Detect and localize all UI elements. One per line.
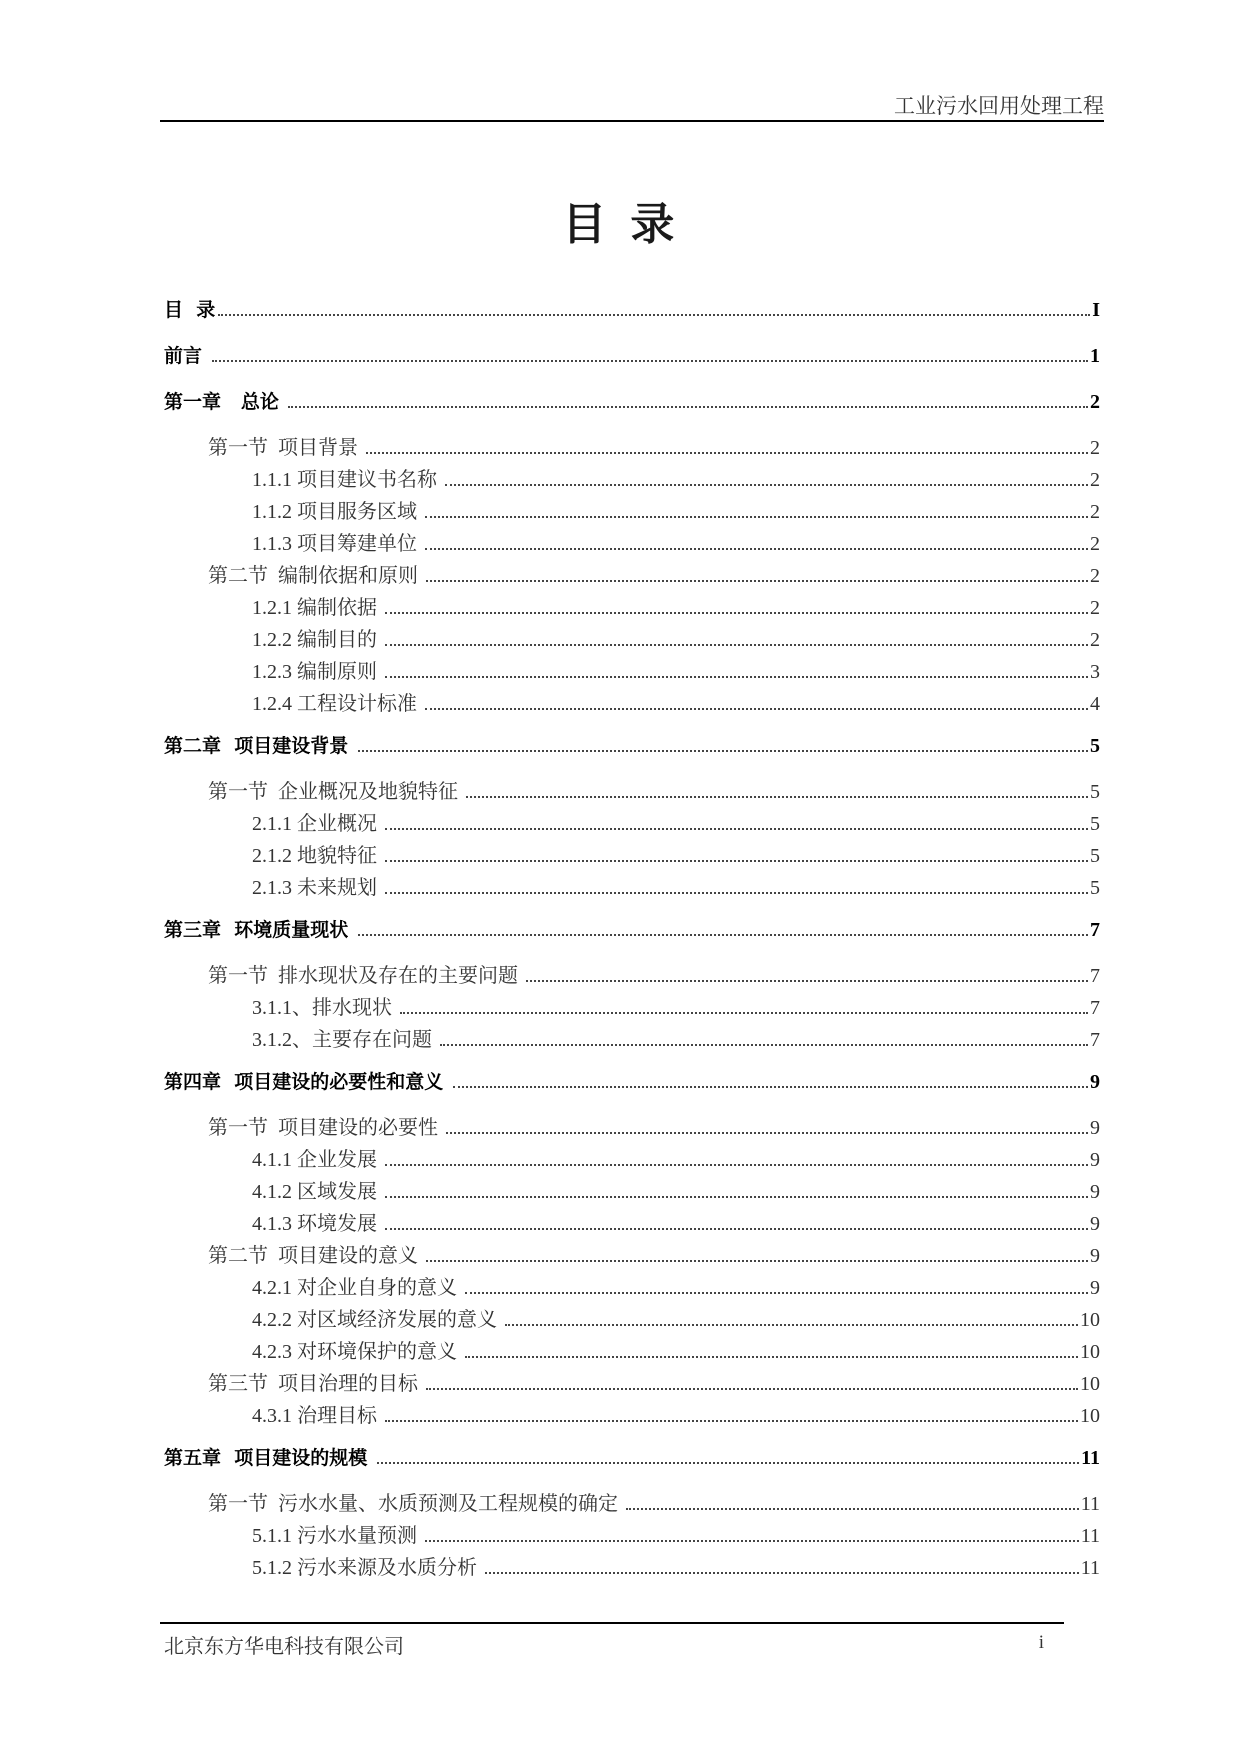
toc-entry-page: I [1092, 299, 1100, 321]
toc-entry-label: 第二章 项目建设背景 [164, 735, 355, 757]
toc-entry-page: 11 [1080, 1525, 1100, 1547]
toc-dot-leader [385, 643, 1088, 646]
toc-dot-leader [425, 1539, 1079, 1542]
toc-entry[interactable] [164, 1240, 1100, 1272]
page-footer [160, 1622, 1064, 1664]
toc-dot-leader [385, 1163, 1088, 1166]
toc-entry-page: 2 [1090, 469, 1100, 491]
toc-entry[interactable] [164, 560, 1100, 592]
page-header [160, 84, 1104, 122]
toc-entry-label: 4.2.2 对区域经济发展的意义 [252, 1309, 502, 1331]
toc-entry-page: 7 [1090, 965, 1100, 987]
toc-entry[interactable] [164, 528, 1100, 560]
toc-entry[interactable] [164, 776, 1100, 808]
toc-dot-leader [385, 1419, 1078, 1422]
toc-entry[interactable] [164, 656, 1100, 688]
toc-entry-label: 第二节 项目建设的意义 [208, 1245, 423, 1267]
toc-entry-label: 2.1.3 未来规划 [252, 877, 382, 899]
toc-entry-label: 3.1.2、主要存在问题 [252, 1029, 437, 1051]
toc-entry-page: 10 [1080, 1341, 1100, 1363]
toc-entry-page: 2 [1090, 565, 1100, 587]
toc-entry-label: 1.1.2 项目服务区域 [252, 501, 422, 523]
toc-entry-page: 5 [1090, 813, 1100, 835]
toc-entry-label: 第四章 项目建设的必要性和意义 [164, 1071, 450, 1093]
toc-entry-label: 1.2.4 工程设计标准 [252, 693, 422, 715]
toc-entry[interactable] [164, 1304, 1100, 1336]
toc-entry-label: 3.1.1、排水现状 [252, 997, 397, 1019]
table-of-contents [164, 294, 1100, 1584]
toc-dot-leader [218, 313, 1090, 316]
toc-dot-leader [505, 1323, 1078, 1326]
toc-entry[interactable] [164, 1208, 1100, 1240]
toc-entry-page: 2 [1090, 391, 1100, 413]
toc-dot-leader [526, 979, 1088, 982]
toc-entry-label: 5.1.1 污水水量预测 [252, 1525, 422, 1547]
toc-dot-leader [465, 1291, 1088, 1294]
toc-entry-label: 第一节 项目建设的必要性 [208, 1117, 443, 1139]
toc-dot-leader [385, 1195, 1088, 1198]
toc-dot-leader [400, 1011, 1088, 1014]
toc-entry[interactable] [164, 624, 1100, 656]
toc-entry[interactable] [164, 294, 1100, 340]
toc-entry[interactable] [164, 1144, 1100, 1176]
toc-entry-page: 5 [1090, 845, 1100, 867]
toc-entry-page: 2 [1090, 597, 1100, 619]
toc-dot-leader [385, 611, 1088, 614]
toc-dot-leader [425, 515, 1088, 518]
toc-entry-page: 9 [1090, 1277, 1100, 1299]
toc-dot-leader [385, 827, 1088, 830]
toc-entry[interactable] [164, 464, 1100, 496]
toc-entry-label: 1.1.3 项目筹建单位 [252, 533, 422, 555]
toc-dot-leader [358, 749, 1088, 752]
toc-entry[interactable] [164, 960, 1100, 992]
toc-entry-page: 9 [1090, 1071, 1100, 1093]
toc-entry[interactable] [164, 496, 1100, 528]
toc-entry-label: 前言 [164, 345, 209, 367]
toc-entry-label: 目 录 [164, 299, 216, 321]
toc-entry-label: 第一章 总论 [164, 391, 286, 413]
toc-entry-page: 3 [1090, 661, 1100, 683]
toc-entry-label: 第五章 项目建设的规模 [164, 1447, 374, 1469]
toc-entry-page: 10 [1080, 1373, 1100, 1395]
toc-entry-label: 1.2.1 编制依据 [252, 597, 382, 619]
toc-dot-leader [366, 451, 1088, 454]
toc-dot-leader [385, 859, 1088, 862]
toc-dot-leader [377, 1461, 1079, 1464]
toc-entry-label: 第三节 项目治理的目标 [208, 1373, 423, 1395]
toc-dot-leader [212, 359, 1088, 362]
toc-entry-page: 5 [1090, 781, 1100, 803]
toc-entry[interactable] [164, 1336, 1100, 1368]
toc-entry-label: 第一节 污水水量、水质预测及工程规模的确定 [208, 1493, 623, 1515]
toc-dot-leader [626, 1507, 1079, 1510]
toc-entry-page: 2 [1090, 629, 1100, 651]
toc-entry[interactable] [164, 432, 1100, 464]
toc-entry[interactable] [164, 1066, 1100, 1112]
toc-dot-leader [485, 1571, 1079, 1574]
toc-entry[interactable] [164, 872, 1100, 914]
toc-entry-page: 9 [1090, 1181, 1100, 1203]
toc-entry[interactable] [164, 340, 1100, 386]
toc-entry-page: 11 [1080, 1557, 1100, 1579]
footer-company: 北京东方华电科技有限公司 [164, 1636, 404, 1658]
toc-entry-page: 1 [1090, 345, 1100, 367]
toc-entry-page: 7 [1090, 1029, 1100, 1051]
header-title: 工业污水回用处理工程 [894, 94, 1104, 118]
toc-dot-leader [385, 675, 1088, 678]
toc-dot-leader [426, 579, 1088, 582]
toc-entry-page: 9 [1090, 1245, 1100, 1267]
toc-entry-page: 2 [1090, 533, 1100, 555]
toc-dot-leader [288, 405, 1088, 408]
toc-dot-leader [466, 795, 1088, 798]
toc-entry-label: 4.1.3 环境发展 [252, 1213, 382, 1235]
toc-entry[interactable] [164, 840, 1100, 872]
toc-entry-label: 4.2.3 对环境保护的意义 [252, 1341, 462, 1363]
toc-entry-page: 7 [1090, 997, 1100, 1019]
toc-entry-page: 10 [1080, 1309, 1100, 1331]
toc-entry[interactable] [164, 1442, 1100, 1488]
toc-entry-label: 第三章 环境质量现状 [164, 919, 355, 941]
toc-entry[interactable] [164, 1520, 1100, 1552]
toc-entry-label: 1.2.3 编制原则 [252, 661, 382, 683]
toc-dot-leader [358, 933, 1088, 936]
toc-entry-label: 2.1.2 地貌特征 [252, 845, 382, 867]
toc-entry[interactable] [164, 1272, 1100, 1304]
toc-entry-label: 1.2.2 编制目的 [252, 629, 382, 651]
toc-entry-label: 第一节 企业概况及地貌特征 [208, 781, 463, 803]
toc-dot-leader [426, 1387, 1078, 1390]
toc-entry[interactable] [164, 992, 1100, 1024]
toc-entry[interactable] [164, 386, 1100, 432]
toc-entry-page: 9 [1090, 1117, 1100, 1139]
toc-entry-page: 5 [1090, 735, 1100, 757]
toc-entry-label: 2.1.1 企业概况 [252, 813, 382, 835]
toc-entry-page: 7 [1090, 919, 1100, 941]
toc-entry[interactable] [164, 1552, 1100, 1584]
toc-entry-page: 5 [1090, 877, 1100, 899]
toc-entry-label: 4.3.1 治理目标 [252, 1405, 382, 1427]
toc-entry-label: 1.1.1 项目建议书名称 [252, 469, 442, 491]
toc-entry[interactable] [164, 730, 1100, 776]
toc-dot-leader [425, 707, 1088, 710]
toc-dot-leader [446, 1131, 1088, 1134]
toc-entry-page: 2 [1090, 501, 1100, 523]
toc-entry[interactable] [164, 592, 1100, 624]
toc-entry[interactable] [164, 914, 1100, 960]
toc-entry[interactable] [164, 1400, 1100, 1442]
toc-entry-page: 4 [1090, 693, 1100, 715]
toc-dot-leader [453, 1085, 1088, 1088]
toc-dot-leader [426, 1259, 1088, 1262]
toc-dot-leader [465, 1355, 1078, 1358]
toc-entry[interactable] [164, 1024, 1100, 1066]
toc-entry-label: 5.1.2 污水来源及水质分析 [252, 1557, 482, 1579]
document-title: 目 录 [562, 199, 679, 250]
toc-entry[interactable] [164, 1368, 1100, 1400]
toc-entry[interactable] [164, 688, 1100, 730]
toc-dot-leader [445, 483, 1088, 486]
toc-entry-page: 9 [1090, 1149, 1100, 1171]
toc-dot-leader [385, 1227, 1088, 1230]
toc-dot-leader [425, 547, 1088, 550]
toc-entry-page: 9 [1090, 1213, 1100, 1235]
toc-entry-label: 4.1.2 区域发展 [252, 1181, 382, 1203]
toc-entry[interactable] [164, 1112, 1100, 1144]
toc-entry[interactable] [164, 808, 1100, 840]
toc-entry-label: 第二节 编制依据和原则 [208, 565, 423, 587]
toc-entry-page: 11 [1081, 1447, 1100, 1469]
toc-dot-leader [440, 1043, 1088, 1046]
toc-entry-page: 2 [1090, 437, 1100, 459]
toc-entry-label: 4.2.1 对企业自身的意义 [252, 1277, 462, 1299]
toc-entry-label: 4.1.1 企业发展 [252, 1149, 382, 1171]
toc-entry-label: 第一节 排水现状及存在的主要问题 [208, 965, 523, 987]
toc-entry-page: 10 [1080, 1405, 1100, 1427]
toc-entry-label: 第一节 项目背景 [208, 437, 363, 459]
toc-entry-page: 11 [1080, 1493, 1100, 1515]
toc-entry[interactable] [164, 1488, 1100, 1520]
toc-entry[interactable] [164, 1176, 1100, 1208]
toc-dot-leader [385, 891, 1088, 894]
footer-page-number: i [1038, 1632, 1044, 1653]
